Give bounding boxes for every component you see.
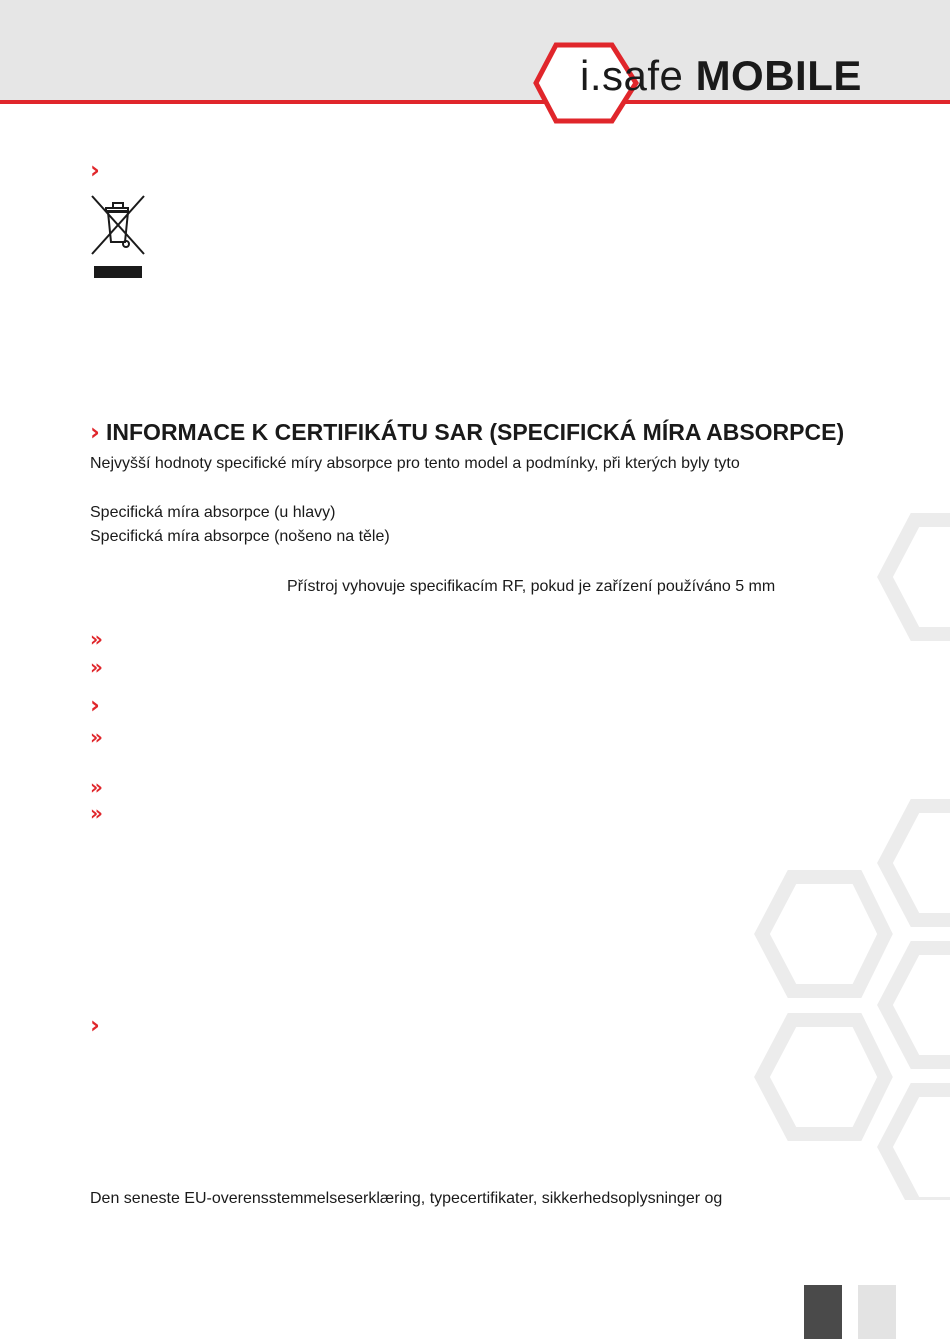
header-accent-line: [0, 100, 950, 104]
chevron-icon: ›: [90, 156, 100, 184]
footer-text: Den seneste EU-overensstemmelseserklæring, typecertifikater, sikkerhedsoplysninger og: [90, 1190, 723, 1207]
sar-head-label: Specifická míra absorpce (u hlavy): [90, 504, 336, 521]
section-heading-sar: INFORMACE K CERTIFIKÁTU SAR (SPECIFICKÁ MÍRA ABSORPCE): [106, 419, 845, 445]
logo-prefix: i.safe: [580, 52, 684, 99]
sar-body-label: Specifická míra absorpce (nošeno na těle): [90, 528, 390, 545]
sar-compliance-note: Přístroj vyhovuje specifikacím RF, pokud je zařízení používáno 5 mm: [287, 578, 776, 595]
chevron-icon: ›: [90, 1011, 100, 1039]
page-tab-dark: [804, 1285, 842, 1339]
sar-intro-text: Nejvyšší hodnoty specifické míry absorpce pro tento model a podmínky, při kterých byly tyto: [90, 455, 740, 472]
decorative-hexagon-pattern: [740, 500, 950, 1200]
crossed-out-wheelie-bin-icon: [88, 194, 148, 282]
double-chevron-icon: »: [90, 775, 103, 799]
brand-logo: [580, 52, 862, 100]
double-chevron-icon: »: [90, 801, 103, 825]
chevron-icon: ›: [90, 691, 100, 719]
double-chevron-icon: »: [90, 655, 103, 679]
logo-main: MOBILE: [695, 52, 862, 99]
page-tab-light: [858, 1285, 896, 1339]
chevron-icon: ›: [90, 418, 100, 446]
double-chevron-icon: »: [90, 725, 103, 749]
double-chevron-icon: »: [90, 627, 103, 651]
